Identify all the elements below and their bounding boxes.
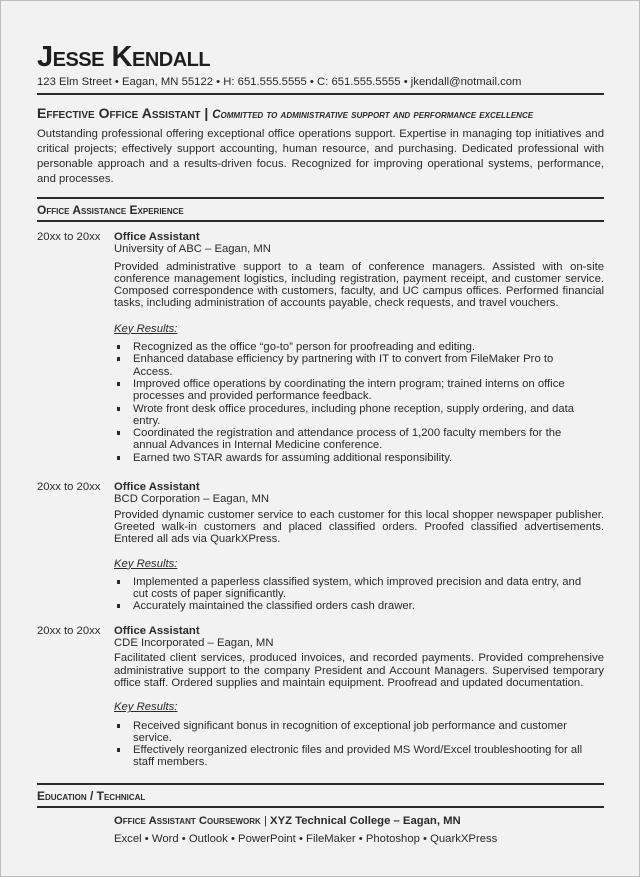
job-title: Office Assistant (114, 624, 200, 637)
list-item: Recognized as the office “go-to” person for proofreading and editing. (114, 341, 604, 353)
section-heading-experience: Office Assistance Experience (37, 203, 184, 217)
resume-page (1, 1, 639, 876)
skills-list: Excel • Word • Outlook • PowerPoint • FileMaker • Photoshop • QuarkXPress (114, 832, 498, 845)
job-title: Office Assistant (114, 231, 200, 243)
coursework-title: Office Assistant Coursework (114, 814, 261, 827)
key-results-label: Key Results: (114, 557, 178, 570)
job-row (37, 481, 604, 613)
list-item: Enhanced database efficiency by partnering with IT to convert from FileMaker Pro to Access. (114, 353, 604, 378)
divider (37, 197, 604, 199)
list-item: Coordinated the registration and attendance process of 1,200 faculty members for the annual Advances in Internal Medicine conference. (114, 427, 604, 452)
job-title: Office Assistant (114, 481, 200, 494)
education-separator: | (263, 814, 267, 827)
list-item: Wrote front desk office procedures, including phone reception, supply ordering, and data entry. (114, 403, 604, 428)
list-item: Improved office operations by coordinating the intern program; trained interns on office processes and provided performance feedback. (114, 378, 604, 403)
job-description: Provided administrative support to a team of conference managers. Assisted with on-site conference management logistics, including registration, payment receipt, and customer service. Composed correspondence with customers, faculty, and UC campus offices. Performed financial tasks, including administration of accounts payable, check requests, and travel vouchers. (114, 260, 604, 310)
divider (37, 220, 604, 222)
results-list (114, 576, 604, 613)
divider (37, 783, 604, 785)
job-description: Provided dynamic customer service to each customer for this local shopper newspaper publisher. Greeted walk-in customers and placed classified orders. Proofed classified advertisements. Entered all ads via QuarkXPress. (114, 508, 604, 546)
summary: Outstanding professional offering exceptional office operations support. Expertise in managing top initiatives and critical projects; effectively support accounting, human resource, and purchasing. Dedicated professional with personable approach and a results-driven focus. Recognized for improving operational systems, performance, and processes. (37, 128, 604, 185)
headline (37, 105, 604, 124)
job-company: BCD Corporation – Eagan, MN (114, 493, 270, 506)
job-dates: 20xx to 20xx (37, 231, 101, 243)
list-item: Accurately maintained the classified orders cash drawer. (114, 600, 604, 612)
job-dates: 20xx to 20xx (37, 624, 101, 637)
job-row (37, 231, 604, 464)
job-dates: 20xx to 20xx (37, 481, 101, 494)
divider (37, 806, 604, 808)
list-item: Received significant bonus in recognition of exceptional job performance and customer service. (114, 720, 604, 745)
job-company: University of ABC – Eagan, MN (114, 243, 271, 256)
list-item: Earned two STAR awards for assuming additional responsibility. (114, 452, 604, 464)
results-list (114, 720, 604, 769)
list-item: Effectively reorganized electronic files and provided MS Word/Excel troubleshooting for all staff members. (114, 744, 604, 769)
job-row (37, 625, 604, 769)
job-entry (114, 625, 604, 769)
headline-separator: | (204, 105, 209, 121)
section-heading-education: Education / Technical (37, 788, 146, 803)
list-item: Implemented a paperless classified system, which improved precision and data entry, and cut costs of paper significantly. (114, 576, 604, 601)
key-results-label: Key Results: (114, 701, 178, 714)
job-description: Facilitated client services, produced invoices, and recorded payments. Provided comprehensive administrative support to the company President and Account Managers. Supervised temporary office staff. Ordered supplies and maintain equipment. Proofread and updated documentation. (114, 652, 604, 689)
resume-name: Jesse Kendall (37, 41, 211, 73)
contact-line: 123 Elm Street • Eagan, MN 55122 • H: 651.555.5555 • C: 651.555.5555 • jkendall@notmail.com (37, 76, 522, 88)
education-entry (114, 814, 604, 828)
divider (37, 93, 604, 95)
key-results-label: Key Results: (114, 322, 178, 335)
job-entry (114, 231, 604, 464)
job-entry (114, 481, 604, 613)
results-list (114, 341, 604, 464)
job-company: CDE Incorporated – Eagan, MN (114, 637, 274, 650)
headline-tagline: Committed to administrative support and performance excellence (212, 109, 534, 121)
school-name: XYZ Technical College – Eagan, MN (270, 814, 461, 827)
headline-title: Effective Office Assistant (37, 105, 201, 121)
